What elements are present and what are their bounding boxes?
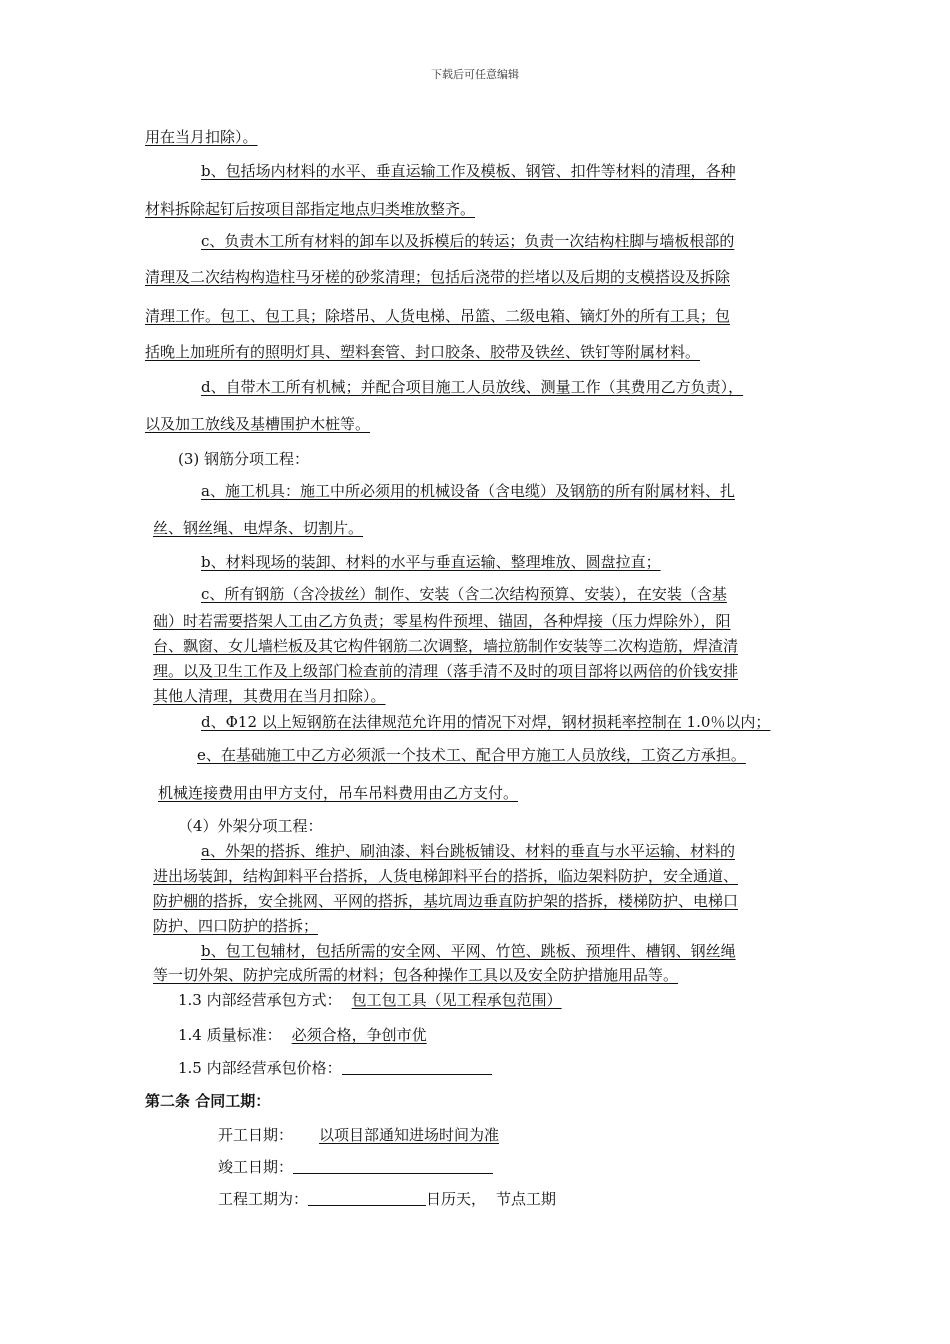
text-line: b、材料现场的装卸、材料的水平与垂直运输、整理堆放、圆盘拉直；	[201, 553, 661, 571]
start-date-value: 以项目部通知进场时间为准	[319, 1126, 500, 1144]
end-date-blank	[293, 1159, 493, 1174]
text-line: 以及加工放线及基槽围护木桩等。	[145, 415, 371, 433]
price-blank	[342, 1060, 492, 1075]
period-node-label: 节点工期	[496, 1190, 557, 1208]
clause-1-5-label: 1.5 内部经营承包价格：	[178, 1059, 342, 1077]
period-days-label: 日历天，	[426, 1190, 487, 1208]
text-line: 等一切外架、防护完成所需的材料；包各种操作工具以及安全防护措施用品等。	[153, 966, 679, 984]
page-header: 下载后可任意编辑	[431, 68, 519, 81]
section-heading-rebar: (3) 钢筋分项工程：	[178, 450, 310, 468]
article-2-heading: 第二条 合同工期：	[145, 1092, 271, 1110]
clause-1-4-value: 必须合格，争创市优	[291, 1026, 427, 1044]
clause-1-4-label: 1.4 质量标准：	[178, 1026, 282, 1044]
text-line: 清理及二次结构构造柱马牙槎的砂浆清理；包括后浇带的拦堵以及后期的支模搭设及拆除	[145, 268, 731, 286]
text-line: 材料拆除起钉后按项目部指定地点归类堆放整齐。	[145, 200, 476, 218]
text-line: e、在基础施工中乙方必须派一个技术工、配合甲方施工人员放线，工资乙方承担。	[197, 746, 746, 764]
text-line: 其他人清理，其费用在当月扣除）。	[153, 687, 386, 705]
section-heading-scaffold: （4）外架分项工程：	[178, 817, 323, 835]
text-line: 机械连接费用由甲方支付，吊车吊料费用由乙方支付。	[158, 784, 519, 802]
end-date-row	[218, 1158, 493, 1176]
clause-1-3-label: 1.3 内部经营承包方式：	[178, 991, 342, 1009]
text-line: d、Φ12 以上短钢筋在法律规范允许用的情况下对焊，钢材损耗率控制在 1.0％以内；	[201, 713, 771, 731]
text-line: a、外架的搭拆、维护、刷油漆、料台跳板铺设、材料的垂直与水平运输、材料的	[201, 842, 735, 860]
text-line: 防护棚的搭拆，安全挑网、平网的搭拆，基坑周边垂直防护架的搭拆，楼梯防护、电梯口	[153, 892, 739, 910]
clause-1-4	[178, 1026, 437, 1044]
text-line: 括晚上加班所有的照明灯具、塑料套管、封口胶条、胶带及铁丝、铁钉等附属材料。	[145, 343, 701, 361]
clause-1-5	[178, 1059, 492, 1077]
start-date-label: 开工日期：	[218, 1126, 294, 1144]
period-label: 工程工期为：	[218, 1190, 309, 1208]
text-line: b、包括场内材料的水平、垂直运输工作及模板、钢管、扣件等材料的清理，各种	[201, 162, 736, 180]
clause-1-3	[178, 991, 572, 1009]
text-line: 理。以及卫生工作及上级部门检查前的清理（落手清不及时的项目部将以两倍的价钱安排	[153, 662, 739, 680]
text-line: b、包工包辅材，包括所需的安全网、平网、竹笆、跳板、预埋件、槽钢、钢丝绳	[201, 942, 736, 960]
text-line: c、负责木工所有材料的卸车以及拆模后的转运；负责一次结构柱脚与墙板根部的	[201, 232, 735, 250]
end-date-label: 竣工日期：	[218, 1158, 294, 1176]
text-line: 进出场装卸，结构卸料平台搭拆，人货电梯卸料平台的搭拆，临边架料防护，安全通道、	[153, 867, 739, 885]
text-line: 用在当月扣除）。	[145, 128, 258, 146]
period-row	[218, 1190, 556, 1208]
text-line: d、自带木工所有机械；并配合项目施工人员放线、测量工作（其费用乙方负责），	[201, 378, 744, 396]
text-line: 清理工作。包工、包工具；除塔吊、人货电梯、吊篮、二级电箱、镝灯外的所有工具；包	[145, 307, 731, 325]
clause-1-3-value: 包工包工具（见工程承包范围）	[351, 991, 562, 1009]
text-line: 台、飘窗、女儿墙栏板及其它构件钢筋二次调整，墙拉筋制作安装等二次构造筋，焊渣清	[153, 637, 739, 655]
text-line: c、所有钢筋（含冷拔丝）制作、安装（含二次结构预算、安装），在安装（含基	[201, 585, 727, 603]
text-line: a、施工机具：施工中所必须用的机械设备（含电缆）及钢筋的所有附属材料、扎	[201, 482, 735, 500]
text-line: 础）时若需要搭架人工由乙方负责；零星构件预埋、锚固，各种焊接（压力焊除外），阳	[153, 612, 731, 630]
text-line: 丝、钢丝绳、电焊条、切割片。	[153, 519, 364, 537]
start-date-row	[218, 1126, 509, 1144]
period-blank	[308, 1191, 426, 1206]
text-line: 防护、四口防护的搭拆；	[153, 917, 319, 935]
